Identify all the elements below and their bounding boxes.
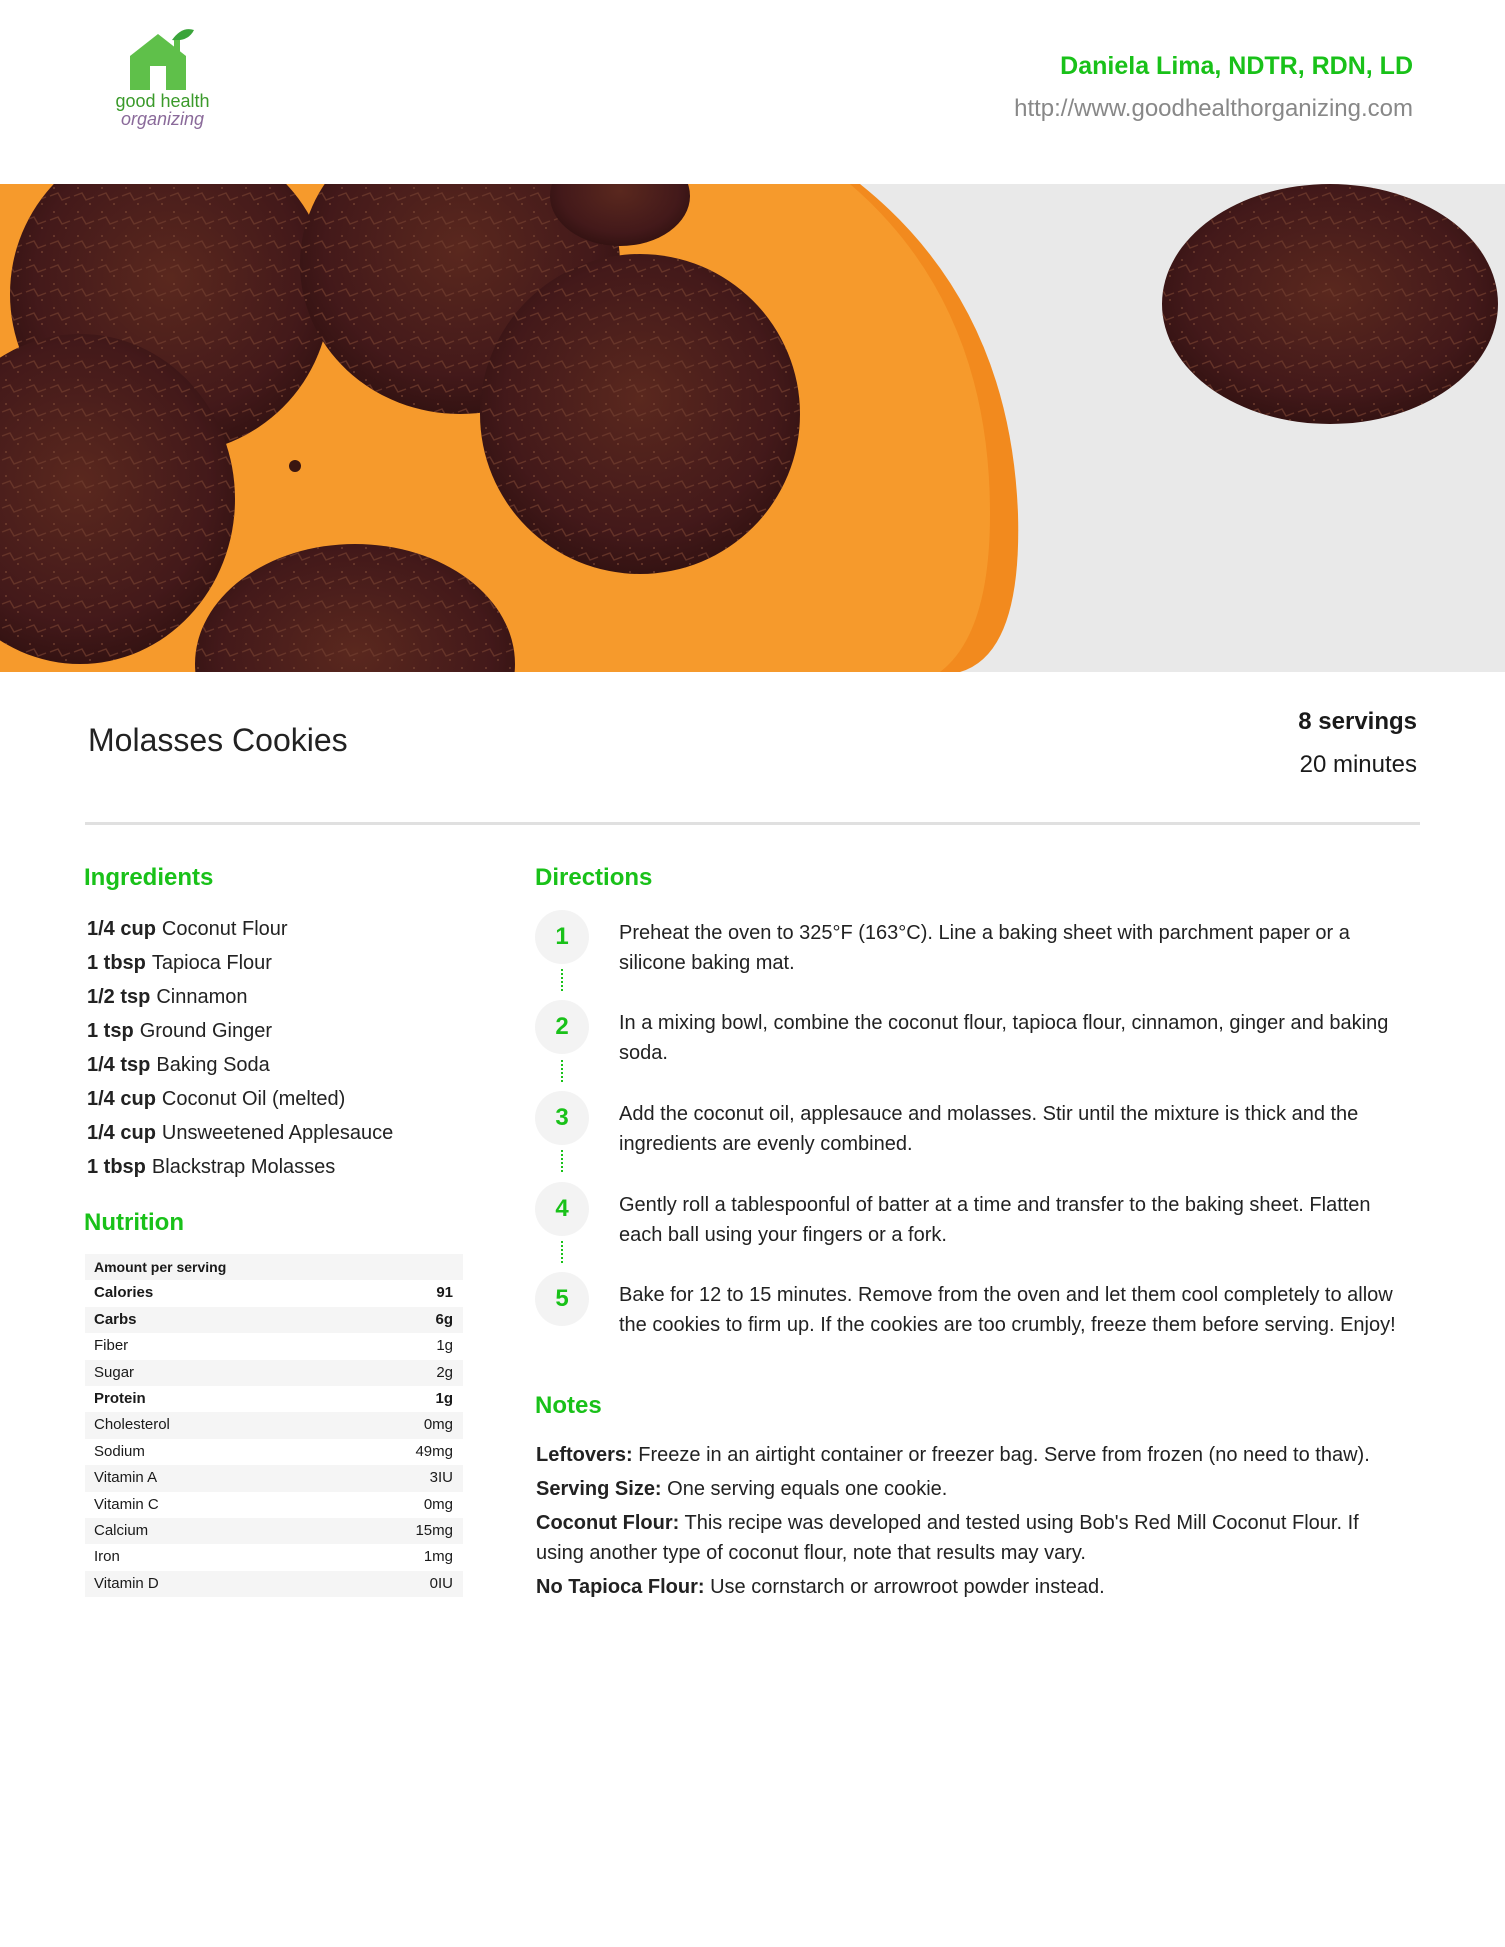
step-text: Bake for 12 to 15 minutes. Remove from the oven and let them cool completely to allow the cookies to firm up. If the cookies are too crumbly, freeze them before serving. Enjoy!	[619, 1284, 1396, 1336]
ingredient-amount: 1 tbsp	[87, 1156, 146, 1178]
nutrient-label: Iron	[94, 1548, 120, 1566]
nutrient-label: Cholesterol	[94, 1416, 170, 1434]
ingredient-name: Blackstrap Molasses	[151, 1156, 336, 1178]
nutrient-label: Sugar	[94, 1363, 135, 1381]
nutrition-table-header	[85, 1254, 463, 1280]
note-text: Use cornstarch or arrowroot powder instead.	[710, 1576, 1105, 1598]
house-leaf-icon	[90, 26, 220, 92]
ingredient-name: Baking Soda	[156, 1054, 270, 1076]
nutrition-row	[85, 1518, 463, 1544]
section-divider	[85, 822, 1420, 825]
ingredient-item	[87, 1048, 393, 1082]
servings-count: 8 servings	[1298, 708, 1417, 735]
nutrition-row	[85, 1360, 463, 1386]
nutrient-value: 49mg	[415, 1442, 453, 1460]
ingredient-amount: 1/4 cup	[87, 1122, 156, 1144]
total-time: 20 minutes	[1299, 751, 1417, 778]
nutrition-row	[85, 1465, 463, 1491]
nutrient-value: 91	[436, 1284, 453, 1302]
ingredient-item	[87, 912, 393, 946]
recipe-title: Molasses Cookies	[88, 722, 348, 758]
ingredient-amount: 1 tsp	[87, 1020, 134, 1042]
step-connector	[561, 969, 563, 991]
ingredients-heading: Ingredients	[84, 864, 214, 891]
author-name: Daniela Lima, NDTR, RDN, LD	[1060, 52, 1413, 80]
nutrition-row	[85, 1439, 463, 1465]
ingredient-name: Coconut Oil (melted)	[161, 1088, 346, 1110]
ingredient-amount: 1/4 cup	[87, 1088, 156, 1110]
step-text: Add the coconut oil, applesauce and molasses. Stir until the mixture is thick and the ingredients are evenly combined.	[619, 1103, 1359, 1155]
note-item	[536, 1572, 1386, 1602]
nutrient-value: 1mg	[423, 1548, 453, 1566]
step-number-badge: 5	[535, 1272, 589, 1326]
note-item	[536, 1508, 1386, 1568]
nutrient-value: 6g	[435, 1310, 453, 1328]
step-connector	[561, 1060, 563, 1082]
step-number-badge: 1	[535, 910, 589, 964]
nutrient-label: Protein	[94, 1389, 146, 1407]
nutrition-row	[85, 1386, 463, 1412]
nutrient-label: Sodium	[94, 1442, 145, 1460]
ingredient-name: Ground Ginger	[139, 1020, 272, 1042]
step-number-badge: 4	[535, 1182, 589, 1236]
ingredient-item	[87, 1014, 393, 1048]
nutrition-table	[85, 1254, 463, 1597]
nutrient-value: 0mg	[423, 1416, 453, 1434]
nutrient-label: Calcium	[94, 1521, 149, 1539]
nutrition-row	[85, 1307, 463, 1333]
nutrient-value: 0mg	[423, 1495, 453, 1513]
brand-logo	[90, 26, 220, 144]
note-label: No Tapioca Flour:	[536, 1576, 705, 1598]
ingredient-item	[87, 1150, 393, 1184]
ingredient-amount: 1/4 tsp	[87, 1054, 151, 1076]
nutrition-row	[85, 1333, 463, 1359]
note-label: Leftovers:	[536, 1444, 633, 1466]
ingredient-item	[87, 1116, 393, 1150]
nutrition-row	[85, 1492, 463, 1518]
nutrient-label: Vitamin A	[94, 1469, 158, 1487]
step-text: Gently roll a tablespoonful of batter at a time and transfer to the baking sheet. Flatten each ball using your fingers or a fork.	[619, 1194, 1371, 1246]
ingredient-amount: 1/4 cup	[87, 918, 156, 940]
nutrition-row	[85, 1412, 463, 1438]
nutrition-row	[85, 1571, 463, 1597]
note-text: Freeze in an airtight container or freezer bag. Serve from frozen (no need to thaw).	[638, 1444, 1370, 1466]
nutrient-label: Calories	[94, 1284, 154, 1302]
nutrient-label: Vitamin C	[94, 1495, 159, 1513]
nutrient-value: 3IU	[429, 1469, 453, 1487]
logo-text-line1: good health	[115, 91, 210, 111]
ingredient-name: Coconut Flour	[161, 918, 288, 940]
note-item	[536, 1474, 1386, 1504]
nutrient-label: Fiber	[94, 1337, 129, 1355]
nutrient-value: 15mg	[415, 1521, 453, 1539]
nutrient-value: 2g	[436, 1363, 453, 1381]
nutrient-label: Carbs	[94, 1310, 137, 1328]
ingredient-name: Unsweetened Applesauce	[161, 1122, 394, 1144]
nutrient-value: 0IU	[429, 1574, 453, 1592]
step-connector	[561, 1241, 563, 1263]
note-item	[536, 1440, 1386, 1470]
ingredient-name: Cinnamon	[156, 986, 248, 1008]
step-number-badge: 2	[535, 1000, 589, 1054]
note-text: This recipe was developed and tested using Bob's Red Mill Coconut Flour. If using another type of coconut flour, note that results may vary.	[536, 1512, 1359, 1564]
hero-photo	[0, 184, 1505, 672]
step-connector	[561, 1150, 563, 1172]
step-text: Preheat the oven to 325°F (163°C). Line a baking sheet with parchment paper or a silicone baking mat.	[619, 922, 1350, 974]
ingredient-item	[87, 1082, 393, 1116]
step-text: In a mixing bowl, combine the coconut flour, tapioca flour, cinnamon, ginger and baking soda.	[619, 1012, 1389, 1064]
ingredients-list	[87, 912, 393, 1184]
note-text: One serving equals one cookie.	[667, 1478, 948, 1500]
nutrient-label: Vitamin D	[94, 1574, 159, 1592]
ingredient-item	[87, 980, 393, 1014]
nutrition-heading: Nutrition	[84, 1209, 184, 1236]
nutrition-header-label: Amount per serving	[94, 1259, 227, 1275]
ingredient-name: Tapioca Flour	[151, 952, 272, 974]
ingredient-item	[87, 946, 393, 980]
directions-heading: Directions	[535, 864, 653, 891]
logo-text-line2: organizing	[120, 109, 205, 129]
ingredient-amount: 1/2 tsp	[87, 986, 151, 1008]
nutrition-row	[85, 1544, 463, 1570]
nutrition-row	[85, 1280, 463, 1306]
ingredient-amount: 1 tbsp	[87, 952, 146, 974]
note-label: Coconut Flour:	[536, 1512, 680, 1534]
notes-list	[536, 1440, 1386, 1606]
notes-heading: Notes	[535, 1392, 602, 1419]
note-label: Serving Size:	[536, 1478, 662, 1500]
nutrient-value: 1g	[436, 1337, 453, 1355]
nutrient-value: 1g	[435, 1389, 453, 1407]
step-number-badge: 3	[535, 1091, 589, 1145]
website-url[interactable]: http://www.goodhealthorganizing.com	[1014, 95, 1413, 122]
